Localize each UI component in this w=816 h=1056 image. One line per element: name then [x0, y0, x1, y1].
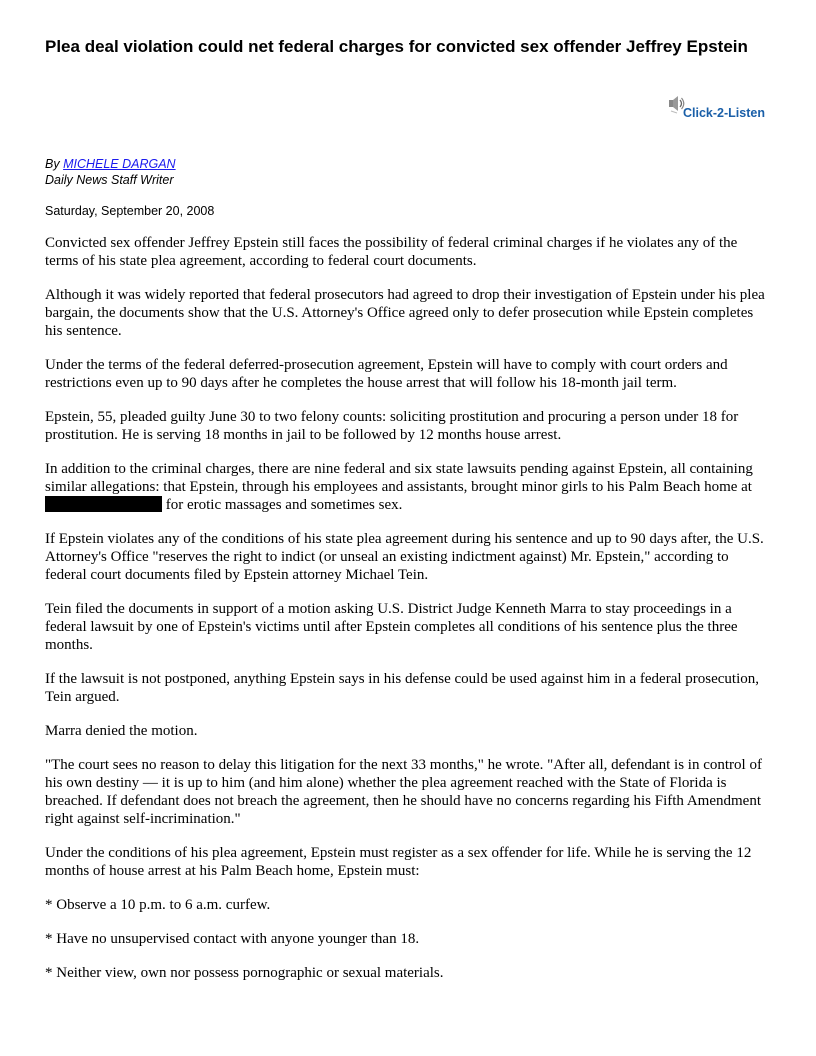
byline-prefix: By: [45, 157, 64, 171]
click-2-listen-label[interactable]: Click-2-Listen: [683, 106, 765, 120]
article: [45, 36, 775, 981]
redaction-bar: [45, 496, 162, 512]
paragraph: If the lawsuit is not postponed, anything Epstein says in his defense could be used against him in a federal prosecution, Tein argued.: [45, 671, 760, 705]
list-item: * Have no unsupervised contact with anyone younger than 18.: [45, 931, 420, 947]
author-title: Daily News Staff Writer: [45, 173, 174, 187]
list-item: * Neither view, own nor possess pornographic or sexual materials.: [45, 965, 444, 981]
author-link[interactable]: MICHELE DARGAN: [63, 157, 176, 171]
headline: Plea deal violation could net federal charges for convicted sex offender Jeffrey Epstein: [45, 37, 748, 56]
list-item: * Observe a 10 p.m. to 6 a.m. curfew.: [45, 897, 271, 913]
byline: [45, 156, 176, 188]
paragraph: Convicted sex offender Jeffrey Epstein still faces the possibility of federal criminal charges if he violates any of the terms of his state plea agreement, according to federal court documents.: [45, 235, 738, 269]
paragraph-text: for erotic massages and sometimes sex.: [162, 497, 403, 513]
paragraph: [45, 460, 773, 514]
paragraph: Under the conditions of his plea agreement, Epstein must register as a sex offender for life. While he is serving the 12 months of house arrest at his Palm Beach home, Epstein must:: [45, 845, 752, 879]
paragraph: Marra denied the motion.: [45, 723, 198, 739]
byline-author-line: [45, 156, 176, 172]
paragraph: If Epstein violates any of the conditions of his state plea agreement during his sentence and up to 90 days after, the U.S. Attorney's Office "reserves the right to indict (or unseal an existing indictment against) Mr. Epstein," according to federal court documents filed by Epstein attorney Michael Tein.: [45, 531, 764, 583]
paragraph: Under the terms of the federal deferred-prosecution agreement, Epstein will have to comply with court orders and restrictions even up to 90 days after he completes the house arrest that will follow his 18-month jail term.: [45, 357, 728, 391]
paragraph: Although it was widely reported that federal prosecutors had agreed to drop their investigation of Epstein under his plea bargain, the documents show that the U.S. Attorney's Office agreed only to defer prosecution while Epstein completes his sentence.: [45, 287, 765, 339]
paragraph-text: In addition to the criminal charges, there are nine federal and six state lawsuits pending against Epstein, all containing similar allegations: that Epstein, through his employees and assistants, brought minor girls to his Palm Beach home at: [45, 461, 753, 495]
article-body: [45, 234, 773, 998]
click-2-listen-button[interactable]: [668, 94, 778, 120]
paragraph: "The court sees no reason to delay this litigation for the next 33 months," he wrote. "After all, defendant is in control of his own destiny — it is up to him (and him alone) whether the plea agreement reached with the State of Florida is breached. If defendant does not breach the agreement, then he should have no concerns regarding his Fifth Amendment right against self-incrimination.": [45, 757, 762, 827]
paragraph: Tein filed the documents in support of a motion asking U.S. District Judge Kenneth Marra to stay proceedings in a federal lawsuit by one of Epstein's victims until after Epstein completes all conditions of his sentence plus the three months.: [45, 601, 738, 653]
paragraph: Epstein, 55, pleaded guilty June 30 to two felony counts: soliciting prostitution and procuring a person under 18 for prostitution. He is serving 18 months in jail to be followed by 12 months house arrest.: [45, 409, 739, 443]
publish-date: Saturday, September 20, 2008: [45, 204, 215, 218]
